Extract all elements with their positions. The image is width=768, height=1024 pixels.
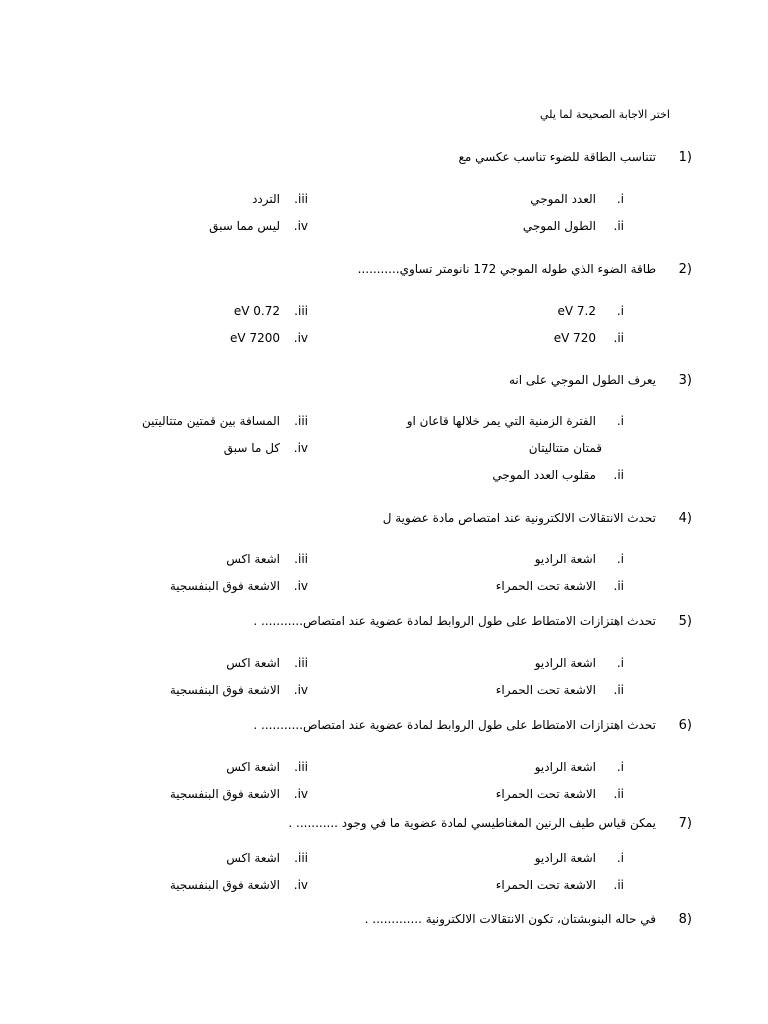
option-number: iii. <box>294 414 308 428</box>
option-number: iv. <box>293 331 308 345</box>
question-7 <box>288 816 692 834</box>
option-number: iii. <box>294 851 308 865</box>
question-text: تحدث اهتزازات الامتطاط على طول الروابط لمادة عضوية عند امتصاص........... . <box>253 614 656 628</box>
question-8 <box>365 912 692 930</box>
option-iii <box>234 304 308 322</box>
option-number: i. <box>616 656 624 670</box>
option-number: ii. <box>613 787 624 801</box>
option-text: اشعة الراديو <box>534 552 596 566</box>
option-iii <box>252 192 308 210</box>
option-number: iv. <box>293 683 308 697</box>
option-number: ii. <box>613 468 624 482</box>
option-i <box>535 656 624 674</box>
question-text: تتناسب الطاقة للضوء تناسب عكسي مع <box>458 150 656 164</box>
option-number: iv. <box>293 878 308 892</box>
option-number: iii. <box>294 304 308 318</box>
option-iv <box>230 331 308 349</box>
option-number: ii. <box>613 683 624 697</box>
instruction-text: اختر الاجابة الصحيحة لما يلي <box>540 108 670 121</box>
option-number: ii. <box>613 219 624 233</box>
option-number: iv. <box>293 441 308 455</box>
question-number: (6 <box>678 718 692 733</box>
question-number: (5 <box>678 614 692 629</box>
option-text: الاشعة فوق البنفسجية <box>169 878 280 892</box>
question-number: (1 <box>678 150 692 165</box>
option-ii <box>496 579 624 597</box>
option-i <box>407 414 624 432</box>
question-text: تحدث اهتزازات الامتطاط على طول الروابط لمادة عضوية عند امتصاص........... . <box>253 718 656 732</box>
question-number: (3 <box>678 373 692 388</box>
option-iv <box>224 441 308 459</box>
question-text: تحدث الانتقالات الالكترونية عند امتصاص مادة عضوية ل <box>382 511 656 525</box>
question-text: في حاله البنوبشتان، تكون الانتقالات الالكترونية ............. . <box>364 912 656 926</box>
question-2 <box>358 262 692 280</box>
option-i <box>535 851 624 869</box>
option-text: مقلوب العدد الموجي <box>492 468 596 482</box>
option-text: الاشعة فوق البنفسجية <box>169 683 280 697</box>
option-text: اشعة اكس <box>226 851 280 865</box>
option-iii <box>226 760 308 778</box>
option-text: العدد الموجي <box>530 192 596 206</box>
option-number: iii. <box>294 760 308 774</box>
option-text: الاشعة فوق البنفسجية <box>169 579 280 593</box>
option-text: اشعة الراديو <box>534 851 596 865</box>
option-ii <box>496 878 624 896</box>
option-number: i. <box>616 304 624 318</box>
option-text: اشعة الراديو <box>534 760 596 774</box>
question-number: (8 <box>678 912 692 927</box>
option-text: eV 720 <box>553 331 596 345</box>
option-text: الفترة الزمنية التي يمر خلالها قاعان او <box>406 414 596 428</box>
option-i <box>535 760 624 778</box>
option-ii <box>523 219 624 237</box>
option-text: ليس مما سبق <box>209 219 280 233</box>
option-number: iv. <box>293 219 308 233</box>
option-ii <box>496 683 624 701</box>
option-text: الاشعة فوق البنفسجية <box>169 787 280 801</box>
option-text: اشعة الراديو <box>534 656 596 670</box>
option-iii <box>142 414 308 432</box>
question-number: (7 <box>678 816 692 831</box>
option-text: eV 7200 <box>230 331 280 345</box>
question-number: (4 <box>678 511 692 526</box>
question-text: يمكن قياس طيف الرنين المغناطيسي لمادة عضوية ما في وجود ........... . <box>288 816 656 830</box>
option-iii <box>226 851 308 869</box>
option-number: i. <box>616 192 624 206</box>
option-i <box>558 304 625 322</box>
option-number: ii. <box>613 878 624 892</box>
option-text: المسافة بين قمتين متتاليتين <box>141 414 280 428</box>
option-ii <box>554 331 624 349</box>
option-iii <box>226 552 308 570</box>
option-i <box>530 192 624 210</box>
option-number: iv. <box>293 579 308 593</box>
question-text: يعرف الطول الموجي على انه <box>509 373 656 387</box>
option-iv <box>209 219 308 237</box>
option-number: i. <box>616 760 624 774</box>
option-text: الاشعة تحت الحمراء <box>495 878 596 892</box>
option-text: كل ما سبق <box>223 441 280 455</box>
option-text: الطول الموجي <box>522 219 596 233</box>
option-number: ii. <box>613 331 624 345</box>
option-number: iii. <box>294 552 308 566</box>
question-3 <box>509 373 692 391</box>
option-i <box>535 552 624 570</box>
option-iii <box>226 656 308 674</box>
option-i-continuation: قمتان متتاليتان <box>528 441 602 455</box>
question-4 <box>383 511 692 529</box>
option-text: eV 7.2 <box>557 304 596 318</box>
option-number: ii. <box>613 579 624 593</box>
option-ii <box>496 787 624 805</box>
option-text: الاشعة تحت الحمراء <box>495 683 596 697</box>
option-text: اشعة اكس <box>226 656 280 670</box>
option-text: الاشعة تحت الحمراء <box>495 579 596 593</box>
option-text: اشعة اكس <box>226 552 280 566</box>
question-text: طاقة الضوء الذي طوله الموجي 172 نانومتر تساوي........... <box>357 262 656 276</box>
option-iv <box>170 878 308 896</box>
option-number: iii. <box>294 192 308 206</box>
option-text: اشعة اكس <box>226 760 280 774</box>
option-text: eV 0.72 <box>233 304 280 318</box>
option-iv <box>170 787 308 805</box>
option-text: التردد <box>252 192 280 206</box>
option-iv <box>170 683 308 701</box>
option-number: iii. <box>294 656 308 670</box>
option-ii <box>492 468 624 486</box>
option-iv <box>170 579 308 597</box>
option-number: i. <box>616 414 624 428</box>
option-text: الاشعة تحت الحمراء <box>495 787 596 801</box>
option-number: i. <box>616 851 624 865</box>
option-number: i. <box>616 552 624 566</box>
question-number: (2 <box>678 262 692 277</box>
question-1 <box>459 150 692 168</box>
option-number: iv. <box>293 787 308 801</box>
question-6 <box>253 718 692 736</box>
question-5 <box>253 614 692 632</box>
